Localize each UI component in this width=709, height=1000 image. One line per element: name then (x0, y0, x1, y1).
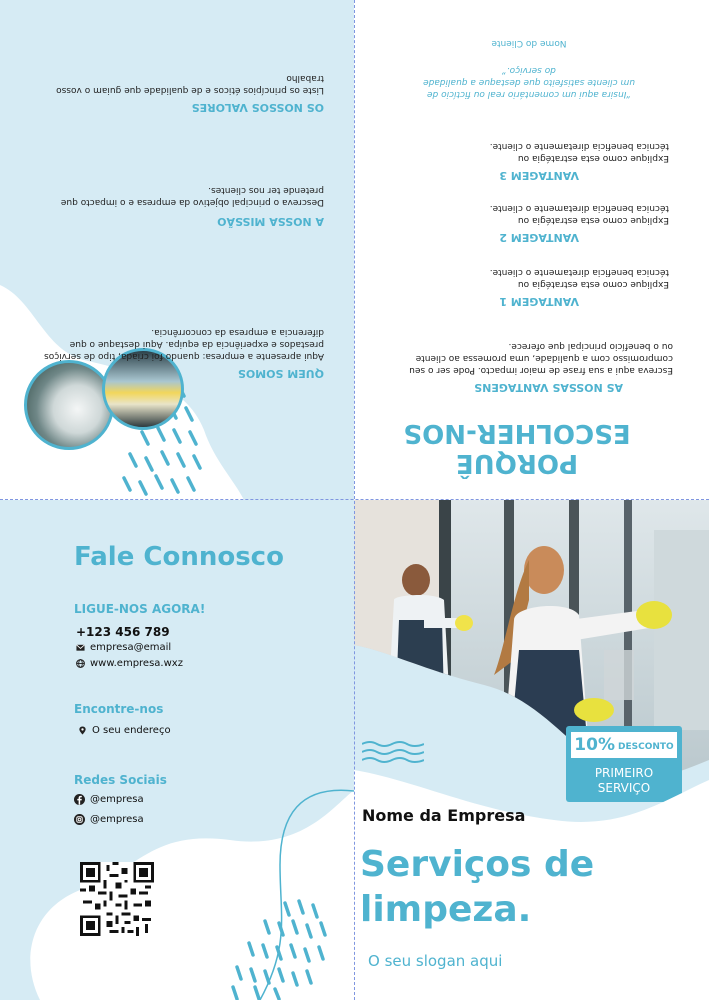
slogan: O seu slogan aqui (368, 952, 503, 970)
values-text: Liste os princípios éticos e de qualidade que guiam o vosso trabalho (56, 73, 324, 95)
testimonial-client-name: Nome do Cliente (491, 38, 567, 48)
advantage-1-text: Explique como esta estratégia ou técnica beneficia diretamente o cliente. (489, 267, 669, 289)
instagram-icon (74, 814, 85, 825)
discount-line-2: SERVIÇO (597, 781, 651, 795)
instagram-handle: @empresa (90, 814, 144, 825)
about-text: Aqui apresente a empresa: quando foi criada, tipo de serviços prestados e experiência da equipa. Aqui destaque o que diferencia a empresa da concorrência. (44, 327, 324, 361)
find-us-label: Encontre-nos (74, 702, 164, 716)
advantage-2-title: VANTAGEM 2 (499, 231, 579, 244)
testimonial-quote: “Insira aqui um comentário real ou fictício de um cliente satisfeito que destaque a qualidade do serviço.” (423, 65, 635, 99)
instagram-row[interactable] (74, 814, 144, 825)
advantage-3-text: Explique como esta estratégia ou técnica beneficia diretamente o cliente. (489, 141, 669, 163)
email-row[interactable] (76, 642, 171, 653)
cover-panel (354, 500, 709, 1000)
advantage-3-title: VANTAGEM 3 (499, 169, 579, 182)
facebook-handle: @empresa (90, 794, 144, 805)
discount-value: 10% (574, 735, 615, 755)
advantage-2-text: Explique como esta estratégia ou técnica beneficia diretamente o cliente. (489, 203, 669, 225)
contact-panel (0, 500, 354, 1000)
qr-code[interactable] (80, 862, 154, 936)
cover-title (360, 842, 594, 932)
decorative-waves (362, 740, 424, 764)
email-address: empresa@email (90, 642, 172, 653)
address-text: O seu endereço (92, 725, 171, 736)
address-row (78, 725, 171, 736)
advantages-text: Escreva aqui a sua frase de maior impacto. Pode ser o seu compromisso com a qualidade, uma promessa ao cliente ou o benefício principal que oferece. (409, 341, 673, 375)
mission-title: A NOSSA MISSÃO (217, 215, 324, 228)
globe-icon (76, 659, 85, 668)
cover-title-line-2: limpeza. (360, 889, 532, 930)
social-label: Redes Sociais (74, 773, 167, 787)
why-us-panel-content (354, 0, 709, 500)
mission-text: Descreva o principal objetivo da empresa e o impacto que pretende ter nos clientes. (60, 185, 324, 207)
why-us-title: PORQUÊ ESCOLHER-NOS (403, 418, 631, 478)
circle-photo-cleaning (24, 360, 114, 450)
advantages-title: AS NOSSAS VANTAGENS (474, 381, 623, 394)
website-row[interactable] (76, 658, 183, 669)
website-url: www.empresa.wxz (90, 658, 183, 669)
discount-line-1: PRIMEIRO (594, 766, 654, 780)
discount-top (571, 732, 677, 758)
facebook-icon (74, 794, 85, 805)
call-label: LIGUE-NOS AGORA! (74, 602, 206, 616)
envelope-icon (76, 643, 85, 652)
fold-line-horizontal (0, 499, 709, 500)
about-panel-content (0, 0, 354, 500)
cover-title-line-1: Serviços de (360, 844, 595, 885)
advantage-1-title: VANTAGEM 1 (499, 295, 579, 308)
fold-line-vertical (354, 0, 355, 1000)
why-us-panel (354, 0, 709, 500)
about-panel (0, 0, 354, 500)
company-name: Nome da Empresa (362, 806, 526, 825)
decorative-dashes (225, 895, 345, 1000)
location-pin-icon (78, 726, 87, 735)
contact-title: Fale Connosco (74, 542, 284, 572)
about-title: QUEM SOMOS (237, 367, 324, 380)
discount-label: DESCONTO (618, 741, 674, 752)
values-title: OS NOSSOS VALORES (191, 101, 324, 114)
facebook-row[interactable] (74, 794, 144, 805)
phone-number[interactable]: +123 456 789 (76, 625, 170, 639)
